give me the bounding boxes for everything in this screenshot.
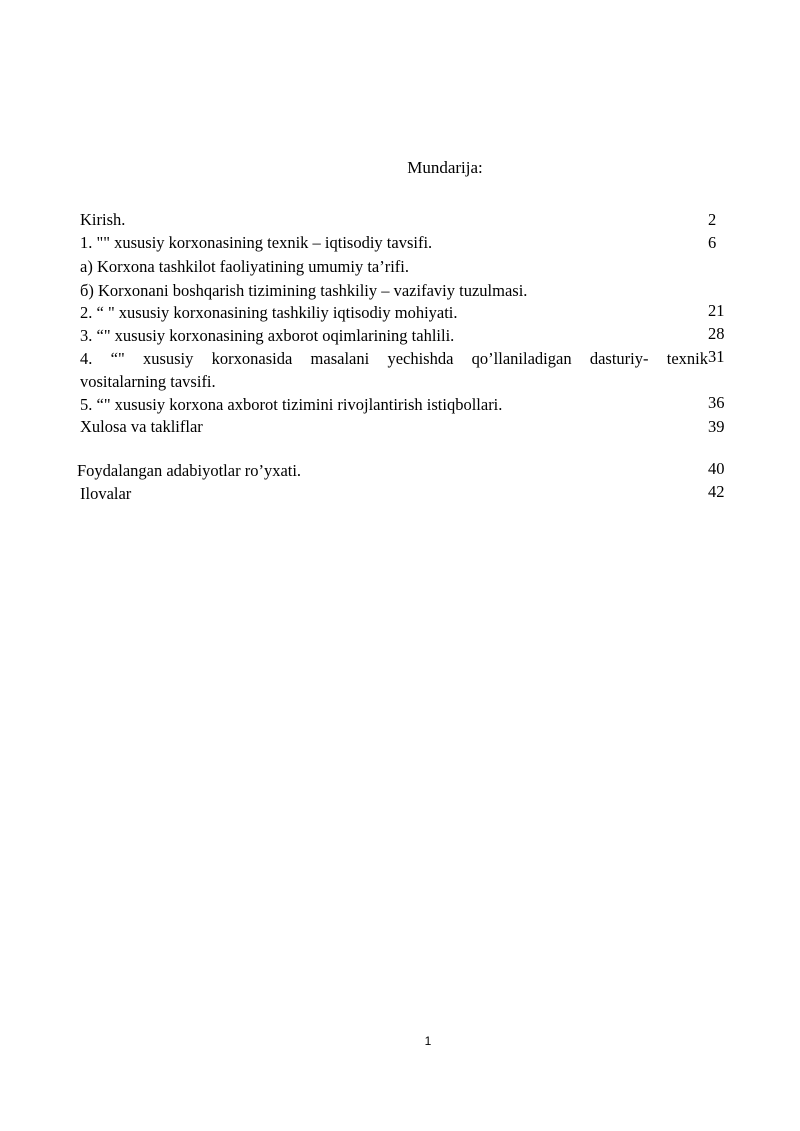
toc-entry-2: 2. “ " xususiy korxonasining tashkiliy iqtisodiy mohiyati. <box>80 303 458 322</box>
toc-entry-1: 1. "" xususiy korxonasining texnik – iqtisodiy tavsifi. <box>80 233 433 252</box>
toc-page-2: 21 <box>708 301 725 320</box>
toc-entry-1a: a) Korxona tashkilot faoliyatining umumiy ta’rifi. <box>80 257 410 276</box>
toc-page-conclusion: 39 <box>708 417 725 436</box>
toc-entry-intro: Kirish. <box>80 210 126 229</box>
toc-page-appendices: 42 <box>708 482 725 501</box>
toc-entry-5: 5. “" xususiy korxona axborot tizimini rivojlantirish istiqbollari. <box>80 395 503 414</box>
toc-page-intro: 2 <box>708 210 717 229</box>
toc-entry-4-cont: vositalarning tavsifi. <box>80 372 216 391</box>
page-title: Mundarija: <box>407 158 483 177</box>
toc-entry-appendices: Ilovalar <box>80 484 132 503</box>
toc-entry-conclusion: Xulosa va takliflar <box>80 417 203 436</box>
toc-page-1: 6 <box>708 233 717 252</box>
toc-page-4: 31 <box>708 347 725 366</box>
toc-page-references: 40 <box>708 459 725 478</box>
toc-entry-1b: б) Korxonani boshqarish tizimining tashkiliy – vazifaviy tuzulmasi. <box>80 281 528 300</box>
toc-entry-4: 4. “" xususiy korxonasida masalani yechishda qo’llaniladigan dasturiy- texnik <box>80 349 708 368</box>
toc-page-5: 36 <box>708 393 725 412</box>
toc-page-3: 28 <box>708 324 725 343</box>
page-number: 1 <box>424 1034 432 1048</box>
toc-entry-3: 3. “" xususiy korxonasining axborot oqimlarining tahlili. <box>80 326 455 345</box>
toc-entry-references: Foydalangan adabiyotlar ro’yxati. <box>77 461 302 480</box>
